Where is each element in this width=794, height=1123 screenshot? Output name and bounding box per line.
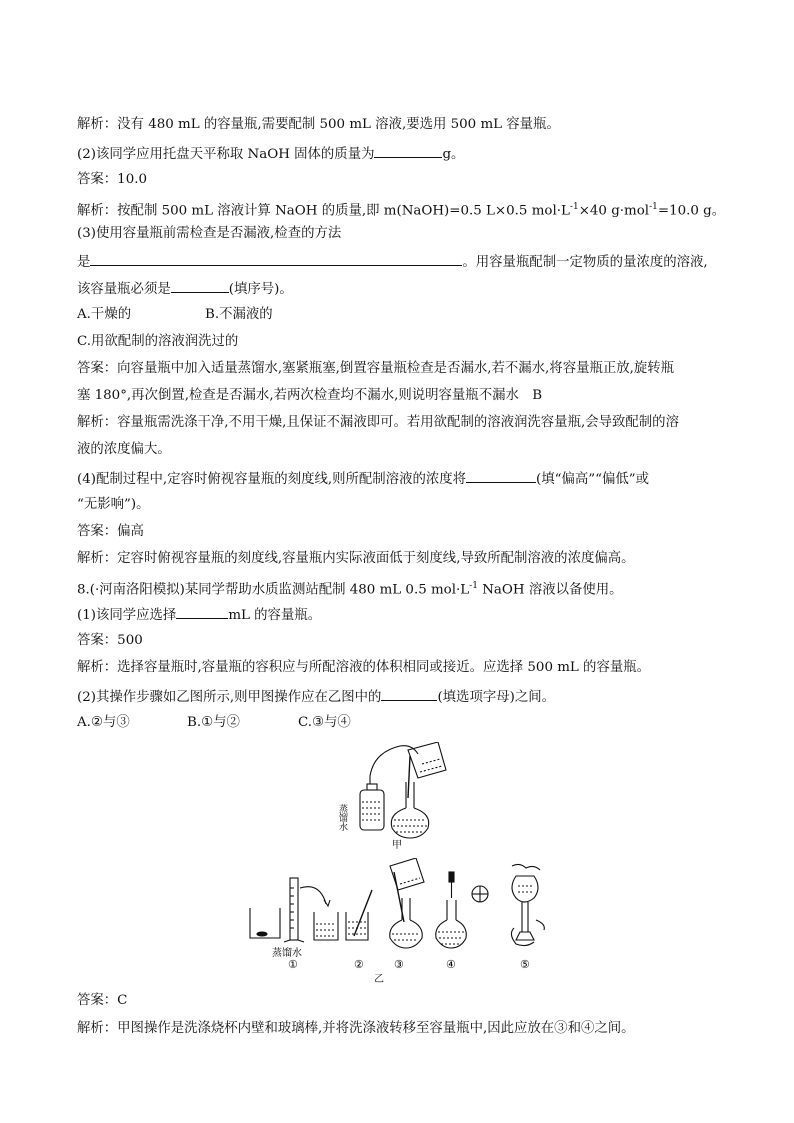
analysis-text: 解析：甲图操作是洗涤烧杯内壁和玻璃棒,并将洗涤液转移至容量瓶中,因此应放在③和④之间。 [77,1021,635,1036]
question-text: 8.(·河南洛阳模拟)某同学帮助水质监测站配制 480 mL 0.5 mol·L [77,582,470,598]
question-line [77,605,321,625]
figure-caption-jia: 甲 [392,840,402,850]
option-a: A.干燥的 [77,307,132,322]
step3-illustration [390,858,424,948]
superscript: -1 [569,202,579,212]
analysis-text: 解析：按配制 500 mL 溶液计算 NaOH 的质量,即 m(NaOH)=0.5 L×0.5 mol·L [77,203,570,219]
volumetric-flask-illustration [391,782,428,838]
question-text: 该容量瓶必须是 [77,282,171,297]
label-distilled-water: 蒸馏水 [272,948,302,959]
step5-illustration [511,864,544,945]
question-text: (填序号)。 [228,282,293,297]
figure-caption-yi: 乙 [374,974,384,985]
question-line [77,252,708,272]
question-stem [77,577,623,599]
option-c: C.用欲配制的溶液润洗过的 [77,334,239,349]
question-text: (4)配制过程中,定容时俯视容量瓶的刻度线,则所配制溶液的浓度将 [77,472,467,487]
question-text: (2)该同学应用托盘天平称取 NaOH 固体的质量为 [77,147,375,162]
question-text: (填选项字母)之间。 [437,690,556,705]
answer-text: 塞 180°,再次倒置,检查是否漏水,若两次检查均不漏水,则说明容量瓶不漏水 B [77,388,543,403]
question-text: g。 [442,147,465,162]
analysis-text: ×40 g·mol [578,203,650,219]
superscript: -1 [649,202,658,212]
question-text: “无影响”)。 [77,497,150,512]
answer-blank[interactable] [466,469,536,483]
step4-illustration [436,872,488,948]
analysis-line [77,198,725,220]
option-a: A.②与③ [77,715,130,730]
analysis-text: 解析：选择容量瓶时,容量瓶的容积应与所配溶液的体积相同或接近。应选择 500 mL 的容量瓶。 [77,660,651,675]
option-c: C.③与④ [298,715,351,730]
step-number: ⑤ [520,958,530,971]
answer-text: 答案：10.0 [77,172,147,187]
step-number: ② [354,958,364,971]
answer-text: 答案：500 [77,633,143,648]
analysis-text: 解析：容量瓶需洗涤干净,不用干燥,且保证不漏液即可。若用欲配制的溶液润洗容量瓶,会导致配制的溶 [77,415,679,430]
question-line [77,144,464,164]
answer-blank[interactable] [90,252,462,266]
analysis-text: 解析：定容时俯视容量瓶的刻度线,容量瓶内实际液面低于刻度线,导致所配制溶液的浓度偏高。 [77,551,635,566]
step-number: ① [288,958,298,971]
option-b: B.不漏液的 [205,307,273,322]
step-number: ③ [394,958,404,971]
answer-text: 答案：偏高 [77,524,144,539]
question-line [77,279,293,299]
answer-blank[interactable] [381,687,437,701]
question-text: mL 的容量瓶。 [228,608,322,623]
answer-text: 答案：向容量瓶中加入适量蒸馏水,塞紧瓶塞,倒置容量瓶检查是否漏水,若不漏水,将容量瓶正放,旋转瓶 [77,361,675,376]
answer-blank[interactable] [171,279,229,293]
answer-text: 答案：C [77,993,128,1008]
analysis-text: 液的浓度偏大。 [77,442,171,457]
answer-blank[interactable] [374,144,442,158]
option-b: B.①与② [187,715,240,730]
glass-rod-illustration [408,756,410,798]
question-text: NaOH 溶液以备使用。 [477,582,623,598]
tilted-beaker-illustration [408,742,446,778]
question-text: (3)使用容量瓶前需检查是否漏液,检查的方法 [77,226,342,241]
question-text: (1)该同学应选择 [77,608,177,623]
analysis-text: 解析：没有 480 mL 的容量瓶,需要配制 500 mL 溶液,要选用 500 mL 容量瓶。 [77,117,560,132]
question-text: 是 [77,255,91,270]
step1-illustration [250,878,338,942]
answer-blank[interactable] [176,605,228,619]
question-text: (填“偏高”“偏低”或 [536,472,649,487]
question-line [77,687,555,707]
step2-illustration [346,890,372,940]
figure-yi [244,858,554,978]
label-distilled-water: 蒸馏水 [337,804,347,831]
analysis-text: =10.0 g。 [657,203,726,219]
figure-jia [330,742,480,850]
question-line [77,469,649,489]
question-text: (2)其操作步骤如乙图所示,则甲图操作应在乙图中的 [77,690,382,705]
question-text: 。用容量瓶配制一定物质的量浓度的溶液, [462,255,708,270]
step-number: ④ [446,958,456,971]
superscript: -1 [469,581,478,591]
